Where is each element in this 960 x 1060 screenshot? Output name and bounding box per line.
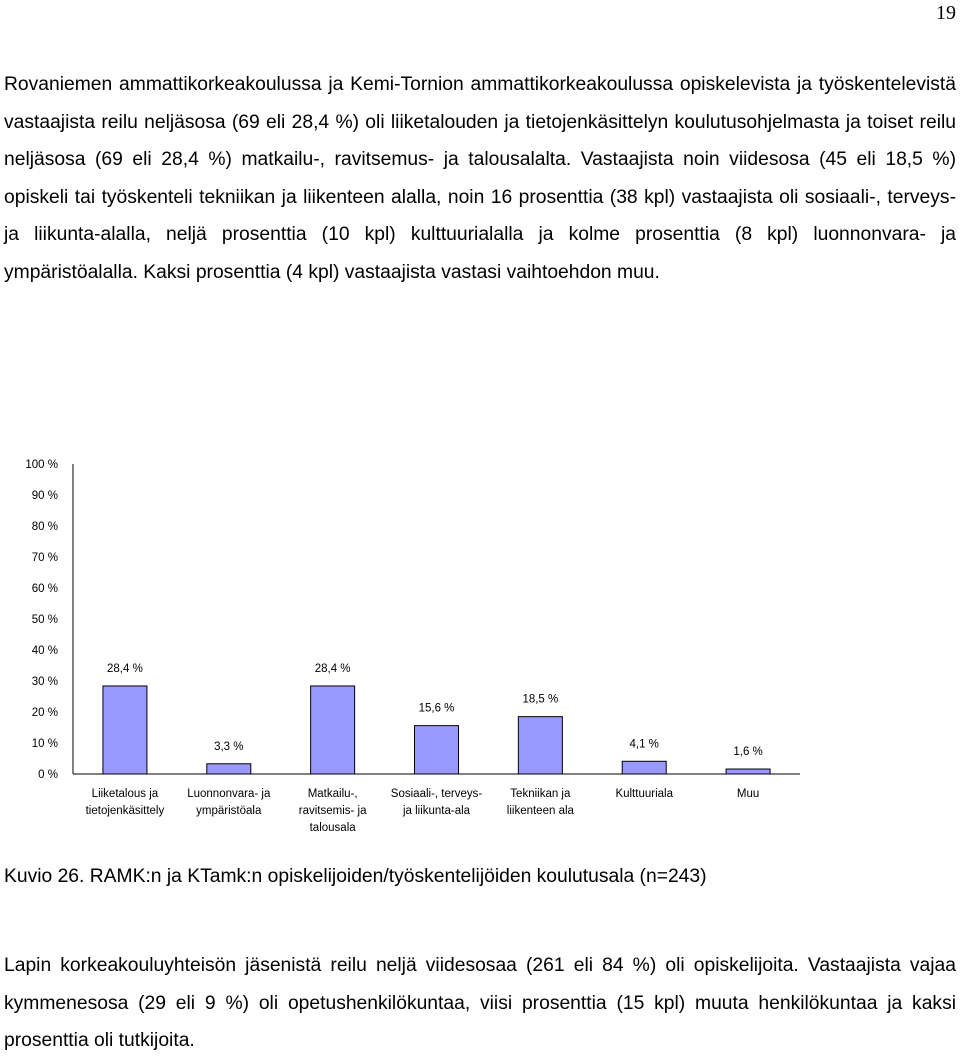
figure-caption: Kuvio 26. RAMK:n ja KTamk:n opiskelijoiden/työskentelijöiden koulutusala (n=243): [4, 866, 707, 887]
category-label: ympäristöala: [196, 805, 262, 817]
category-label: ravitsemis- ja: [298, 805, 367, 817]
y-tick-label: 90 %: [31, 490, 58, 502]
category-label: Sosiaali-, terveys-: [390, 788, 483, 800]
data-label: 4,1 %: [629, 738, 659, 751]
y-tick-label: 10 %: [31, 738, 58, 750]
bar-chart: [0, 440, 960, 845]
category-label: ja liikunta-ala: [402, 805, 471, 817]
data-label: 1,6 %: [733, 746, 763, 759]
data-label: 28,4 %: [314, 662, 351, 675]
y-tick-label: 50 %: [31, 614, 58, 626]
category-label: Tekniikan ja: [510, 788, 571, 800]
bar: [518, 717, 562, 774]
y-tick-label: 60 %: [31, 583, 58, 595]
category-label: Muu: [736, 788, 760, 800]
data-label: 3,3 %: [214, 740, 244, 753]
data-label: 15,6 %: [418, 702, 455, 715]
bar: [622, 761, 666, 774]
y-tick-label: 100 %: [25, 459, 58, 471]
category-label: Liiketalous ja: [91, 788, 159, 800]
body-paragraph-1: Rovaniemen ammattikorkeakoulussa ja Kemi-Tornion ammattikorkeakoulussa opiskelevista ja työskentelevistä vastaajista reilu neljäsosa (69 eli 28,4 %) oli liiketalouden ja tietojenkäsittelyn koulutusohjelmasta ja toiset reilu neljäsosa (69 eli 28,4 %) matkailu-, ravitsemus- ja talousalalta. Vastaajista noin viidesosa (45 eli 18,5 %) opiskeli tai työskenteli tekniikan ja liikenteen alalla, noin 16 prosenttia (38 kpl) vastaajista oli sosiaali-, terveys- ja liikunta-alalla, neljä prosenttia (10 kpl) kulttuurialalla ja kolme prosenttia (8 kpl) luonnonvara- ja ympäristöalalla. Kaksi prosenttia (4 kpl) vastaajista vastasi vaihtoehdon muu.: [4, 74, 956, 283]
y-tick-label: 70 %: [31, 552, 58, 564]
data-label: 28,4 %: [107, 662, 143, 675]
category-label: Kulttuuriala: [615, 788, 673, 800]
y-tick-label: 20 %: [31, 707, 58, 719]
bar: [415, 726, 459, 774]
category-label: Luonnonvara- ja: [187, 788, 271, 800]
bar: [103, 686, 147, 774]
y-tick-label: 0 %: [38, 769, 58, 781]
y-tick-label: 80 %: [31, 521, 58, 533]
body-paragraph-2: Lapin korkeakouluyhteisön jäsenistä reilu neljä viidesosaa (261 eli 84 %) oli opiskelijoita. Vastaajista vajaa kymmenesosa (29 eli 9 %) oli opetushenkilökuntaa, viisi prosenttia (15 kpl) muuta henkilökuntaa ja kaksi prosenttia oli tutkijoita.: [4, 955, 956, 1052]
category-label: liikenteen ala: [506, 805, 574, 817]
bar: [207, 764, 251, 774]
category-label: Matkailu-,: [307, 788, 358, 800]
category-label: talousala: [309, 822, 356, 834]
page-number: 19: [936, 2, 956, 24]
bar: [726, 769, 770, 774]
data-label: 18,5 %: [522, 693, 559, 706]
y-tick-label: 30 %: [31, 676, 58, 688]
bar: [311, 686, 355, 774]
category-label: tietojenkäsittely: [85, 805, 165, 817]
y-tick-label: 40 %: [31, 645, 58, 657]
